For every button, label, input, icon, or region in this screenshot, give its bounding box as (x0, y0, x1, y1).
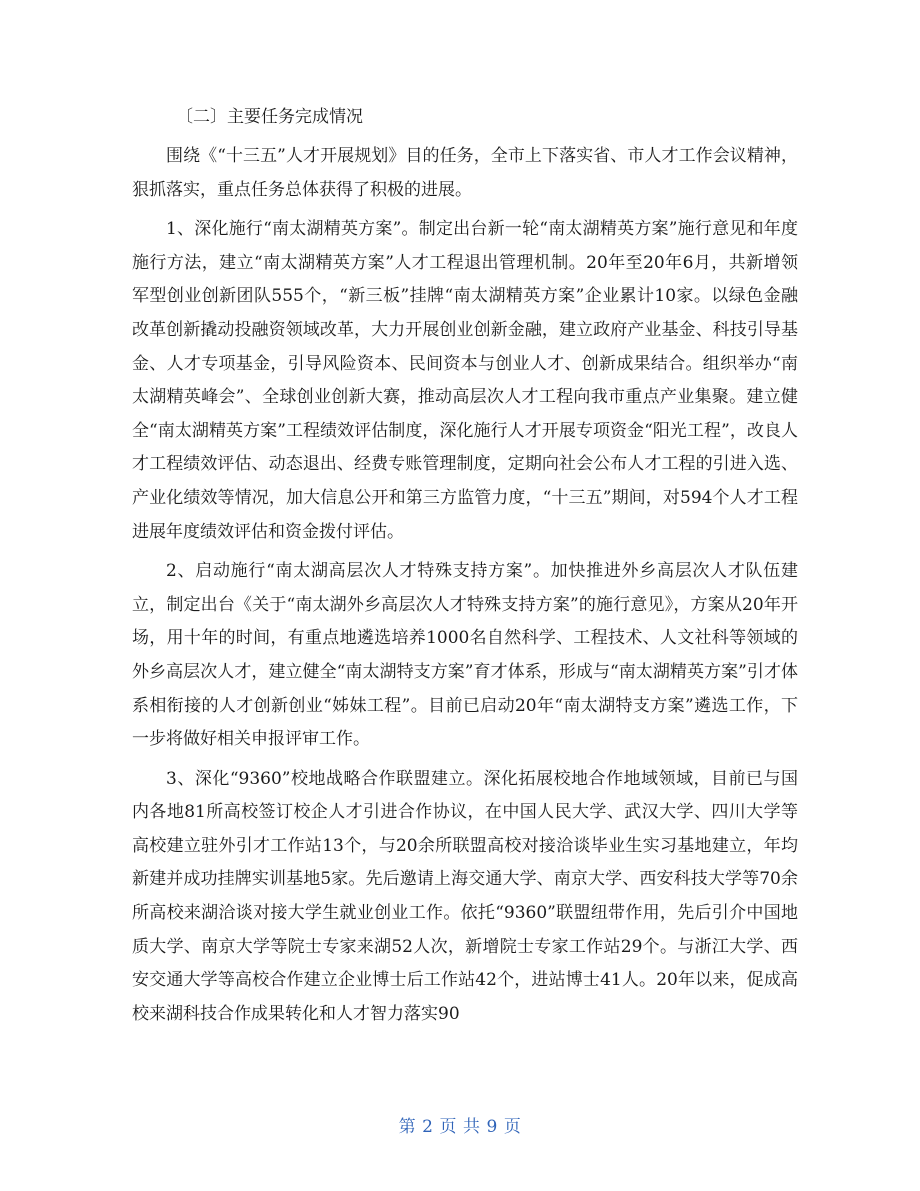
page-footer (0, 1112, 920, 1137)
footer-suffix: 页 (503, 1117, 522, 1137)
footer-prefix: 第 (398, 1117, 417, 1137)
footer-total-word: 共 (463, 1117, 481, 1137)
page-content (132, 100, 798, 1037)
paragraph-item-2: 2、启动施行“南太湖高层次人才特殊支持方案”。加快推进外乡高层次人才队伍建立，制定出台《关于“南太湖外乡高层次人才特殊支持方案”的施行意见》，方案从20年开场，用十年的时间，有重点地遴选培养1000名自然科学、工程技术、人文社科等领域的外乡高层次人才，建立健全“南太湖特支方案”育才体系，形成与“南太湖精英方案”引才体系相衔接的人才创新创业“姊妹工程”。目前已启动20年“南太湖特支方案”遴选工作，下一步将做好相关申报评审工作。 (132, 561, 798, 750)
footer-current-page: 2 (422, 1117, 434, 1137)
paragraph-item-3: 3、深化“9360”校地战略合作联盟建立。深化拓展校地合作地域领域，目前已与国内各地81所高校签订校企人才引进合作协议，在中国人民大学、武汉大学、四川大学等高校建立驻外引才工作站13个，与20余所联盟高校对接洽谈毕业生实习基地建立，年均新建并成功挂牌实训基地5家。先后邀请上海交通大学、南京大学、西安科技大学等70余所高校来湖洽谈对接大学生就业创业工作。依托“9360”联盟纽带作用，先后引介中国地质大学、南京大学等院士专家来湖52人次，新增院士专家工作站29个。与浙江大学、西安交通大学等高校合作建立企业博士后工作站42个，进站博士41人。20年以来，促成高校来湖科技合作成果转化和人才智力落实90 (132, 768, 798, 1024)
section-heading: 〔二〕主要任务完成情况 (176, 107, 363, 127)
paragraph-intro: 围绕《“十三五”人才开展规划》目的任务，全市上下落实省、市人才工作会议精神，狠抓落实，重点任务总体获得了积极的进展。 (132, 146, 798, 200)
footer-page-word: 页 (439, 1117, 457, 1137)
paragraph-item-1: 1、深化施行“南太湖精英方案”。制定出台新一轮“南太湖精英方案”施行意见和年度施行方法，建立“南太湖精英方案”人才工程退出管理机制。20年至20年6月，共新增领军型创业创新团队555个，“新三板”挂牌“南太湖精英方案”企业累计10家。以绿色金融改革创新撬动投融资领域改革，大力开展创业创新金融，建立政府产业基金、科技引导基金、人才专项基金，引导风险资本、民间资本与创业人才、创新成果结合。组织举办“南太湖精英峰会”、全球创业创新大赛，推动高层次人才工程向我市重点产业集聚。建立健全“南太湖精英方案”工程绩效评估制度，深化施行人才开展专项资金“阳光工程”，改良人才工程绩效评估、动态退出、经费专账管理制度，定期向社会公布人才工程的引进入选、产业化绩效等情况，加大信息公开和第三方监管力度，“十三五”期间，对594个人才工程进展年度绩效评估和资金拨付评估。 (132, 219, 798, 542)
footer-total-pages: 9 (486, 1117, 498, 1137)
